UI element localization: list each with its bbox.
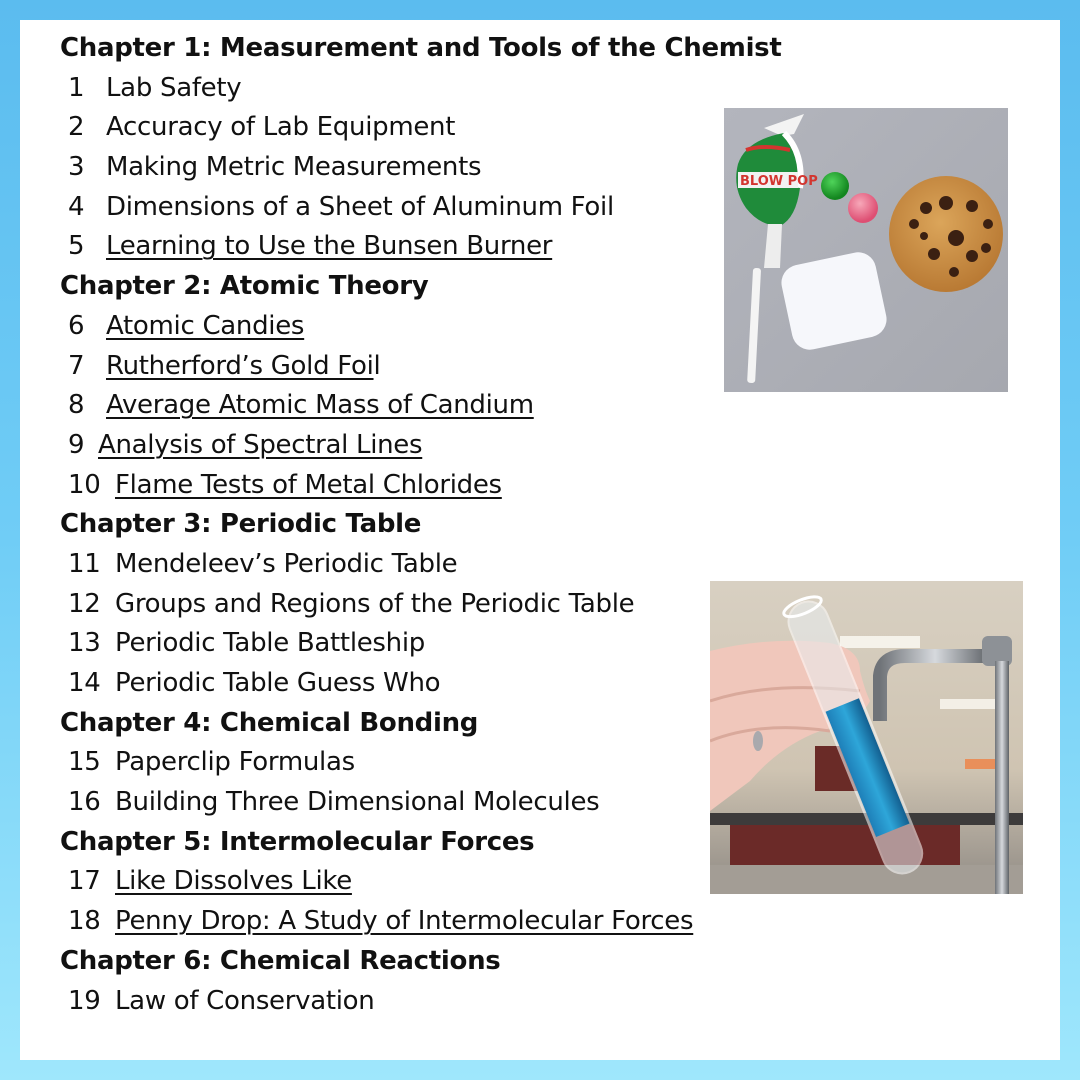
lab-item bbox=[60, 347, 781, 387]
lab-item bbox=[60, 664, 781, 704]
lab-link[interactable]: Penny Drop: A Study of Intermolecular Forces bbox=[115, 906, 694, 937]
lab-number: 15 bbox=[68, 747, 101, 778]
lab-item bbox=[60, 585, 781, 625]
lab-item bbox=[60, 982, 781, 1022]
lab-number: 4 bbox=[68, 191, 85, 222]
lab-number: 11 bbox=[68, 548, 101, 579]
lab-title: Paperclip Formulas bbox=[115, 747, 355, 778]
lab-link[interactable]: Learning to Use the Bunsen Burner bbox=[106, 231, 553, 262]
lab-number: 9 bbox=[68, 429, 85, 460]
lab-item bbox=[60, 743, 781, 783]
lab-number: 6 bbox=[68, 310, 85, 341]
lab-item bbox=[60, 466, 781, 506]
lab-number: 18 bbox=[68, 906, 101, 937]
lab-number: 2 bbox=[68, 112, 85, 143]
lab-item bbox=[60, 108, 781, 148]
chapter-heading: Chapter 5: Intermolecular Forces bbox=[60, 826, 535, 857]
lab-number: 1 bbox=[68, 72, 85, 103]
lab-title: Periodic Table Battleship bbox=[115, 628, 425, 659]
content-panel bbox=[20, 20, 1060, 1060]
lab-item bbox=[60, 307, 781, 347]
lab-title: Groups and Regions of the Periodic Table bbox=[115, 588, 635, 619]
lab-item bbox=[60, 862, 781, 902]
lab-title: Building Three Dimensional Molecules bbox=[115, 787, 600, 818]
lab-number: 12 bbox=[68, 588, 101, 619]
lab-item bbox=[60, 69, 781, 109]
lab-item bbox=[60, 426, 781, 466]
lab-table-of-contents bbox=[60, 29, 781, 1021]
lab-title: Law of Conservation bbox=[115, 985, 375, 1016]
lab-title: Lab Safety bbox=[106, 72, 242, 103]
lab-link[interactable]: Atomic Candies bbox=[106, 310, 305, 341]
test-tube-illustration bbox=[710, 581, 1023, 894]
lab-item bbox=[60, 783, 781, 823]
lab-number: 13 bbox=[68, 628, 101, 659]
lab-link[interactable]: Rutherford’s Gold Foi bbox=[106, 350, 374, 381]
lab-number: 5 bbox=[68, 231, 85, 262]
lab-title: Periodic Table Guess Who bbox=[115, 668, 441, 698]
lab-title: Dimensions of a Sheet of Aluminum Foil bbox=[106, 191, 614, 222]
chapter-heading: Chapter 6: Chemical Reactions bbox=[60, 945, 501, 976]
lab-number: 16 bbox=[68, 787, 101, 818]
lab-title: Accuracy of Lab Equipment bbox=[106, 112, 456, 143]
lab-item bbox=[60, 227, 781, 267]
lab-item bbox=[60, 148, 781, 188]
lab-title: Mendeleev’s Periodic Table bbox=[115, 548, 458, 579]
chapter-heading: Chapter 1: Measurement and Tools of the Chemist bbox=[60, 33, 782, 63]
chapter-heading: Chapter 3: Periodic Table bbox=[60, 509, 422, 540]
chapter-heading: Chapter 2: Atomic Theory bbox=[60, 271, 429, 302]
candy-photo bbox=[724, 108, 1008, 392]
candy-illustration bbox=[724, 108, 1008, 392]
blow-pop-label: BLOW POP bbox=[740, 174, 818, 189]
lab-number: 10 bbox=[68, 469, 101, 500]
lab-number: 8 bbox=[68, 390, 85, 421]
lab-item bbox=[60, 624, 781, 664]
lab-title-tail: l bbox=[373, 350, 381, 381]
lab-item bbox=[60, 545, 781, 585]
lab-number: 17 bbox=[68, 866, 101, 897]
chapter-heading: Chapter 4: Chemical Bonding bbox=[60, 707, 479, 738]
lab-number: 3 bbox=[68, 152, 85, 183]
lab-number: 19 bbox=[68, 985, 101, 1016]
test-tube-photo bbox=[710, 581, 1023, 894]
lab-number: 7 bbox=[68, 350, 85, 381]
lab-item bbox=[60, 386, 781, 426]
lab-link[interactable]: Flame Tests of Metal Chlorides bbox=[115, 469, 502, 500]
lab-item bbox=[60, 188, 781, 228]
lab-item bbox=[60, 902, 781, 942]
lab-link[interactable]: Average Atomic Mass of Candium bbox=[106, 390, 534, 421]
lab-link[interactable]: Analysis of Spectral Lines bbox=[98, 429, 423, 460]
lab-link[interactable]: Like Dissolves Like bbox=[115, 866, 352, 897]
lab-title: Making Metric Measurements bbox=[106, 152, 482, 183]
lab-number: 14 bbox=[68, 668, 101, 698]
